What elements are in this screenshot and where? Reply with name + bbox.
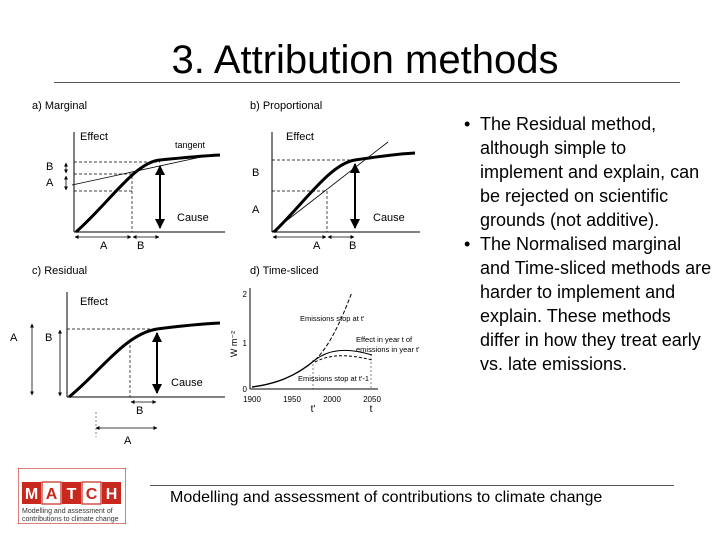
panel-a-tangent-line <box>72 154 215 185</box>
match-logo <box>18 468 126 524</box>
svg-text:2: 2 <box>242 290 247 299</box>
footer-text: Modelling and assessment of contributions to climate change <box>170 489 603 506</box>
panel-d-continued-curve <box>315 292 352 360</box>
svg-text:2050: 2050 <box>363 395 381 404</box>
panel-a-mark-a-bottom: A <box>100 240 108 252</box>
footer-divider <box>150 485 674 486</box>
slide-title: 3. Attribution methods <box>171 38 559 82</box>
panel-b-label: b) Proportional <box>250 100 323 112</box>
svg-text:1900: 1900 <box>243 395 261 404</box>
svg-text:M: M <box>24 486 39 503</box>
svg-text:H: H <box>105 486 118 503</box>
panel-time-sliced <box>229 265 420 415</box>
svg-text:B: B <box>45 332 53 344</box>
svg-text:A: A <box>124 435 132 447</box>
bullet-item <box>462 112 712 232</box>
panel-proportional <box>250 100 420 252</box>
panel-c-effect-label: Effect <box>80 296 108 308</box>
bullet-dot: • <box>464 114 471 134</box>
panel-a-tangent-label: tangent <box>175 140 206 150</box>
bullet-item <box>462 232 712 376</box>
panel-a-mark-b-bottom: B <box>137 240 145 252</box>
svg-text:B: B <box>136 405 144 417</box>
svg-text:2000: 2000 <box>323 395 341 404</box>
svg-text:contributions to climate chang: contributions to climate change <box>22 516 119 523</box>
panel-d-annotation-stop-t1: Emissions stop at t'-1 <box>298 374 370 383</box>
svg-text:A: A <box>45 486 58 503</box>
panel-a-effect-label: Effect <box>80 131 108 143</box>
svg-text:B: B <box>252 167 260 179</box>
svg-text:0: 0 <box>242 385 247 394</box>
svg-text:1: 1 <box>242 339 247 348</box>
panel-d-y-axis-label: W m⁻² <box>229 330 239 358</box>
panel-c-cause-label: Cause <box>171 377 203 389</box>
svg-text:Effect in year t of: Effect in year t of <box>356 335 413 344</box>
bullet-dot: • <box>464 234 471 254</box>
svg-text:T: T <box>66 486 77 503</box>
svg-text:emissions in year t': emissions in year t' <box>356 345 420 354</box>
panel-a-mark-a-left: A <box>46 177 54 189</box>
panel-a-cause-label: Cause <box>177 212 209 224</box>
svg-text:A: A <box>252 204 260 216</box>
attribution-methods-figure <box>0 92 460 462</box>
panel-c-label: c) Residual <box>32 265 88 277</box>
panel-b-cause-label: Cause <box>373 212 405 224</box>
panel-a-mark-b-left: B <box>46 161 54 173</box>
panel-d-label: d) Time-sliced <box>250 265 319 277</box>
panel-marginal <box>32 100 225 252</box>
panel-a-label: a) Marginal <box>32 100 88 112</box>
svg-text:Modelling and assessment of: Modelling and assessment of <box>22 508 113 515</box>
svg-text:C: C <box>85 486 98 503</box>
svg-text:1950: 1950 <box>283 395 301 404</box>
svg-text:B: B <box>349 240 357 252</box>
bullet-list <box>462 112 712 376</box>
panel-b-effect-label: Effect <box>286 131 314 143</box>
bullet-text: The Residual method, although simple to implement and explain, can be rejected on scientific grounds (not additive). <box>480 114 700 230</box>
panel-residual <box>10 265 225 447</box>
panel-b-proportional-line <box>272 142 388 232</box>
svg-text:t': t' <box>310 404 316 415</box>
title-divider <box>54 82 680 83</box>
bullet-text: The Normalised marginal and Time-sliced methods are harder to implement and explain. These methods differ in how they treat early vs. late emissions. <box>480 234 712 374</box>
svg-text:A: A <box>313 240 321 252</box>
svg-text:t: t <box>369 404 373 415</box>
panel-d-annotation-stop-t: Emissions stop at t' <box>300 314 365 323</box>
svg-text:A: A <box>10 332 18 344</box>
